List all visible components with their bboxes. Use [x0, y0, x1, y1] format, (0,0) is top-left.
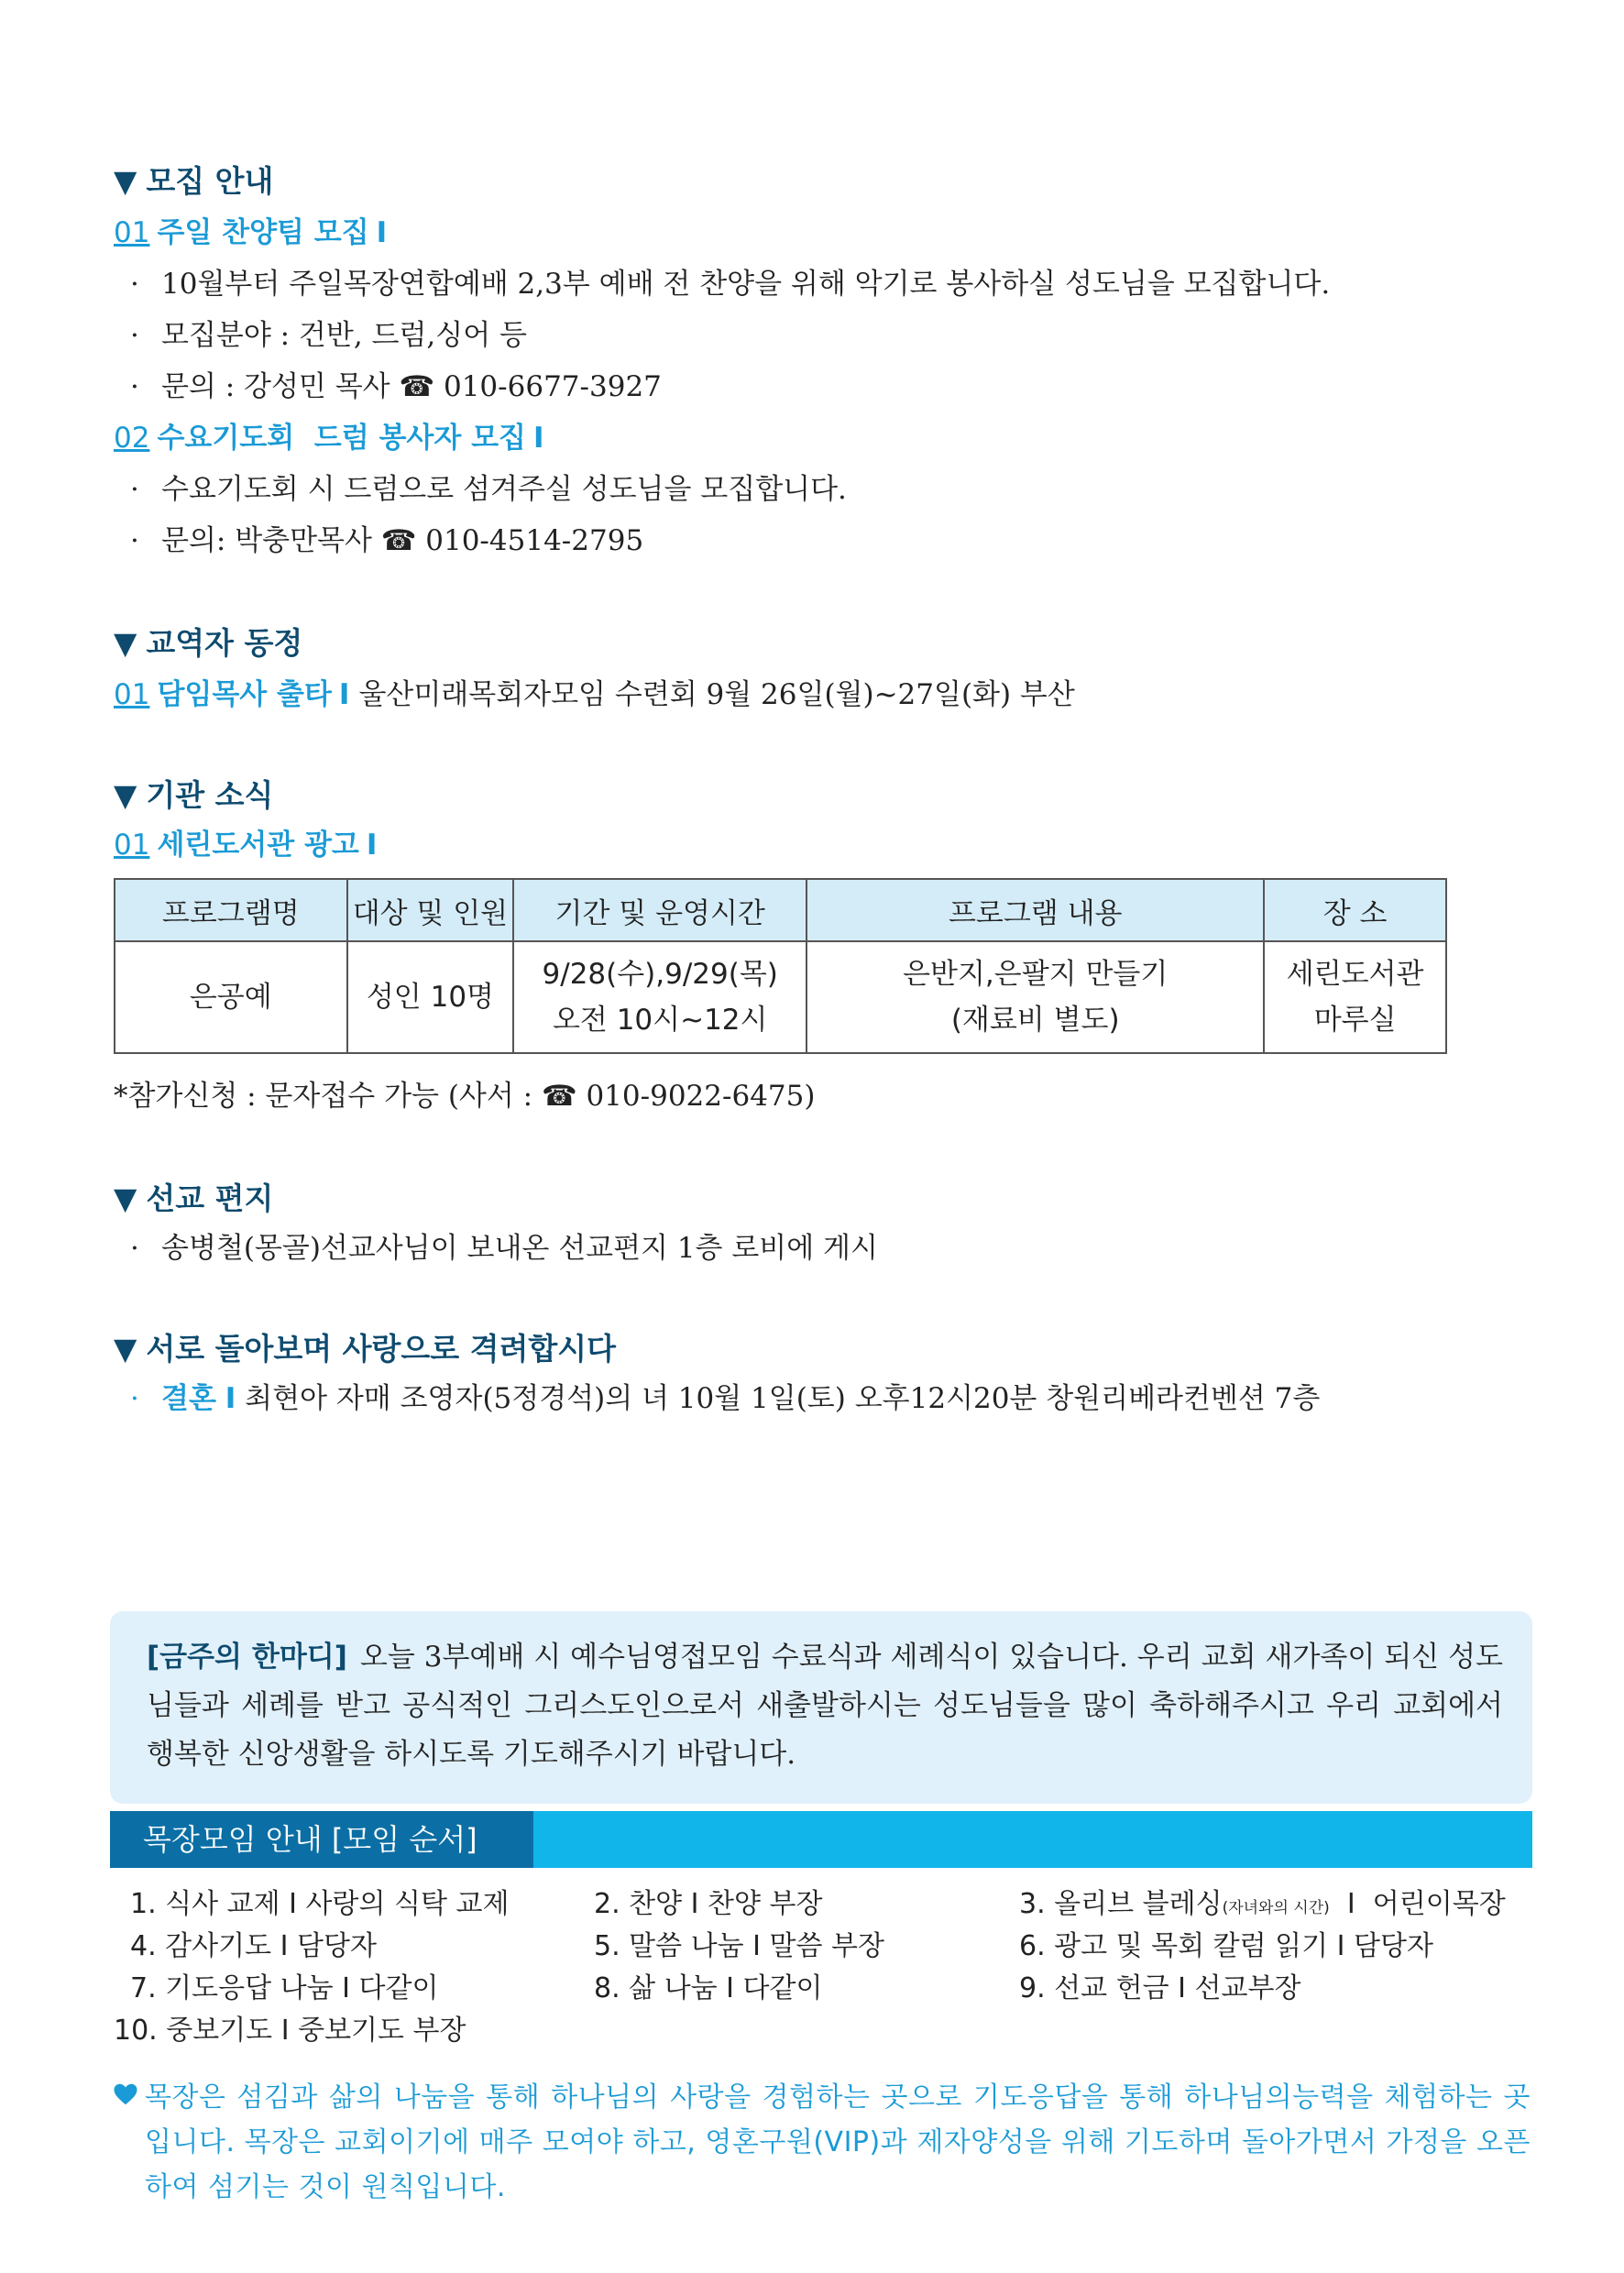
line-text: 수요기도회 시 드럼으로 섬겨주실 성도님을 모집합니다.: [161, 473, 847, 506]
place-line: 마루실: [1313, 1004, 1397, 1037]
bullet-dot-icon: ·: [130, 319, 139, 352]
triangle-down-icon: ▼: [114, 1180, 137, 1216]
order-item: 2. 찬양 I 찬양 부장: [594, 1888, 823, 1920]
recruit-item2-line1: [130, 466, 847, 507]
table-row: [115, 941, 1446, 1053]
heart-icon: [112, 2081, 139, 2108]
triangle-down-icon: ▼: [114, 625, 137, 661]
registration-note: [114, 1072, 815, 1114]
section-heading-care: [114, 1325, 616, 1368]
separator-bar-icon: I: [225, 1382, 236, 1415]
cell-content: [807, 941, 1264, 1053]
care-detail: 최현아 자매 조영자(5정경석)의 녀 10월 1일(토) 오후12시20분 창원리베라컨벤션 7층: [245, 1382, 1321, 1415]
phone-icon: ☎: [380, 524, 417, 557]
cell-target: 성인 10명: [347, 941, 514, 1053]
triangle-down-icon: ▼: [114, 777, 137, 813]
order-item: 4. 감사기도 I 담당자: [130, 1930, 377, 1962]
ministry-item1: [114, 671, 1075, 712]
item-number: 01: [114, 829, 150, 862]
bullet-dot-icon: ·: [130, 473, 139, 506]
phone-icon: ☎: [399, 370, 435, 403]
triangle-down-icon: ▼: [114, 163, 137, 199]
cell-meeting-footer: 목장은 섬김과 삶의 나눔을 통해 하나님의 사랑을 경험하는 곳으로 기도응답을 통해 하나님의능력을 체험하는 곳입니다. 목장은 교회이기에 매주 모여야 하고, 영혼구원(VIP)과 제자양성을 위해 기도하며 돌아가면서 가정을 오픈하여 섬기는 것이 원칙입니다.: [145, 2081, 1531, 2203]
phone-icon: ☎: [541, 1080, 577, 1113]
recruit-item2-line2: [130, 517, 643, 558]
line-text: 문의: 박충만목사: [161, 524, 372, 557]
content-line: 은반지,은팔지 만들기: [903, 958, 1169, 991]
line-text: 송병철(몽골)선교사님이 보내온 선교편지 1층 로비에 게시: [161, 1232, 878, 1265]
column-header: 장 소: [1264, 879, 1446, 941]
item-detail: 울산미래목회자모임 수련회 9월 26일(월)~27일(화) 부산: [358, 678, 1075, 711]
heading-text: 서로 돌아보며 사랑으로 격려합시다: [146, 1331, 617, 1367]
order-item: 7. 기도응답 나눔 I 다같이: [130, 1972, 439, 2004]
recruit-item1-line1: [130, 260, 1330, 302]
item-title: 담임목사 출타: [157, 678, 332, 711]
agency-item1-title: [114, 821, 377, 862]
column-header: 프로그램 내용: [807, 879, 1264, 941]
table-header-row: [115, 879, 1446, 941]
item-number: 02: [114, 422, 150, 455]
separator-bar-icon: I: [532, 422, 544, 455]
bullet-dot-icon: ·: [130, 370, 139, 403]
weekly-word-body: 오늘 3부예배 시 예수님영접모임 수료식과 세례식이 있습니다. 우리 교회 새가족이 되신 성도님들과 세례를 받고 공식적인 그리스도인으로서 새출발하시는 성도님들을 많이 축하해주시고 우리 교회에서 행복한 신앙생활을 하시도록 기도해주시기 바랍니다.: [147, 1641, 1503, 1771]
order-item-rest: I 어린이목장: [1329, 1888, 1506, 1920]
place-line: 세린도서관: [1286, 958, 1424, 991]
order-item: 6. 광고 및 목회 칼럼 읽기 I 담당자: [1019, 1930, 1433, 1962]
care-line: [130, 1375, 1320, 1416]
order-item: 1. 식사 교제 I 사랑의 식탁 교제: [130, 1888, 510, 1920]
heading-text: 선교 편지: [146, 1180, 274, 1216]
order-item: 8. 삶 나눔 I 다같이: [594, 1972, 823, 2004]
section-heading-agency: [114, 772, 273, 815]
section-heading-ministry: [114, 620, 302, 663]
cell-period: [513, 941, 807, 1053]
phone-number: 010-9022-6475): [586, 1080, 816, 1113]
line-text: 문의 : 강성민 목사: [161, 370, 390, 403]
order-item: [1019, 1881, 1506, 1921]
heading-text: 교역자 동정: [146, 625, 303, 661]
recruit-item1-title: [114, 209, 387, 250]
care-label: 결혼: [161, 1382, 216, 1415]
item-number: 01: [114, 216, 150, 249]
phone-number: 010-4514-2795: [425, 524, 644, 557]
item-title: 수요기도회 드럼 봉사자 모집: [157, 422, 526, 455]
bullet-dot-icon: ·: [130, 1232, 139, 1265]
bullet-dot-icon: ·: [130, 1382, 139, 1415]
phone-number: 010-6677-3927: [443, 370, 662, 403]
line-text: 모집분야 : 건반, 드럼,싱어 등: [161, 319, 527, 352]
separator-bar-icon: I: [376, 216, 388, 249]
cell-place: [1264, 941, 1446, 1053]
column-header: 프로그램명: [115, 879, 347, 941]
heading-text: 기관 소식: [146, 777, 274, 813]
weekly-word-title: [금주의 한마디]: [147, 1641, 347, 1674]
order-item: 9. 선교 헌금 I 선교부장: [1019, 1972, 1301, 2004]
recruit-item1-line3: [130, 363, 662, 404]
item-number: 01: [114, 678, 150, 711]
item-title: 주일 찬양팀 모집: [157, 216, 369, 249]
bullet-dot-icon: ·: [130, 268, 139, 301]
cell-program-name: 은공예: [115, 941, 347, 1053]
program-table: [114, 878, 1447, 1054]
heading-text: 모집 안내: [146, 163, 274, 199]
bullet-dot-icon: ·: [130, 524, 139, 557]
mission-line: [130, 1224, 878, 1266]
order-item-note: (자녀와의 시간): [1222, 1899, 1330, 1917]
separator-bar-icon: I: [366, 829, 378, 862]
period-hours: 오전 10시~12시: [552, 1004, 768, 1037]
order-item: 10. 중보기도 I 중보기도 부장: [114, 2015, 466, 2047]
triangle-down-icon: ▼: [114, 1331, 137, 1367]
recruit-item2-title: [114, 414, 544, 456]
separator-bar-icon: I: [338, 678, 350, 711]
recruit-item1-line2: [130, 312, 527, 353]
order-item: 5. 말씀 나눔 I 말씀 부장: [594, 1930, 884, 1962]
section-heading-recruit: [114, 158, 273, 201]
column-header: 대상 및 인원: [347, 879, 514, 941]
line-text: 10월부터 주일목장연합예배 2,3부 예배 전 찬양을 위해 악기로 봉사하실 성도님을 모집합니다.: [161, 268, 1331, 301]
column-header: 기간 및 운영시간: [513, 879, 807, 941]
weekly-word-text: [147, 1633, 1503, 1779]
cell-meeting-heading: 목장모임 안내 [모임 순서]: [110, 1811, 533, 1868]
note-text: *참가신청 : 문자접수 가능 (사서 :: [114, 1080, 533, 1113]
content-line: (재료비 별도): [950, 1004, 1120, 1037]
section-heading-mission: [114, 1175, 273, 1218]
item-title: 세린도서관 광고: [157, 829, 359, 862]
period-dates: 9/28(수),9/29(목): [542, 958, 778, 991]
order-item-text: 3. 올리브 블레싱: [1019, 1888, 1223, 1920]
